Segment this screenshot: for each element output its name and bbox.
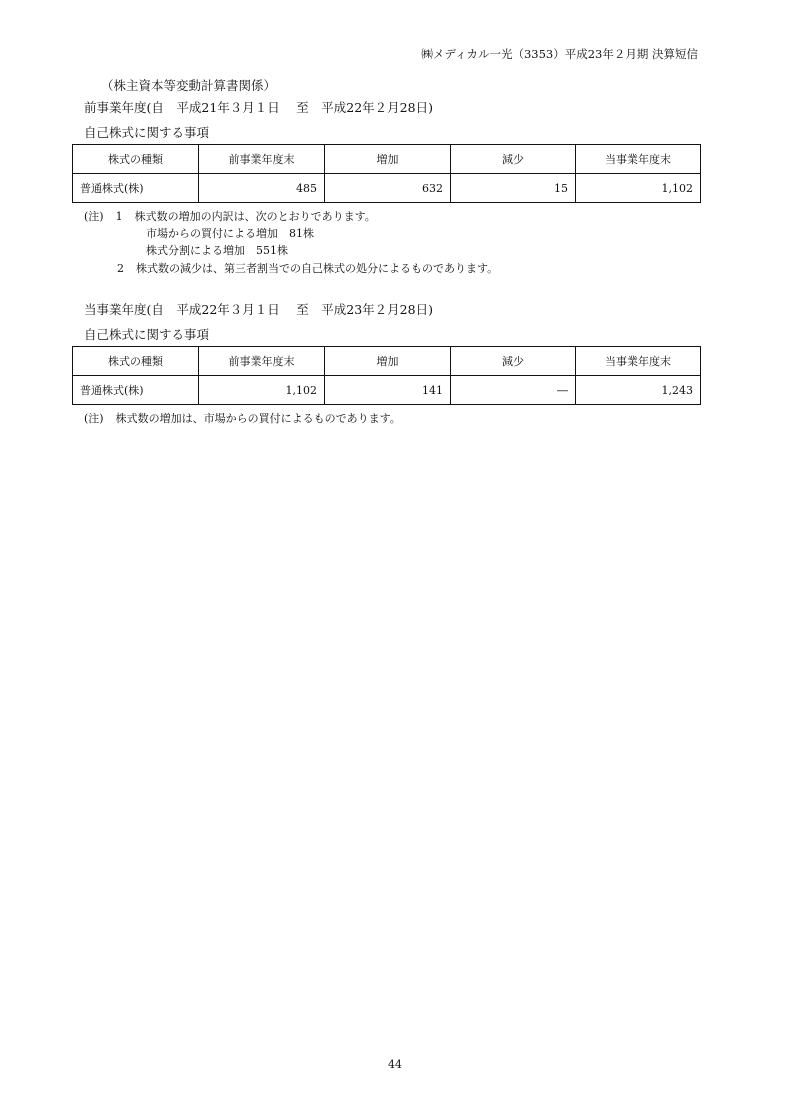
note-number: 1 bbox=[115, 210, 123, 223]
header-curr-year-end: 当事業年度末 bbox=[576, 347, 701, 376]
prev-note-1b: 株式分割による増加 551株 bbox=[146, 244, 288, 257]
header-share-type: 株式の種類 bbox=[73, 347, 199, 376]
document-header: ㈱メディカル一光（3353）平成23年２月期 決算短信 bbox=[421, 47, 698, 61]
curr-period-title: 当事業年度(自 平成22年３月１日 至 平成23年２月28日) bbox=[84, 302, 433, 317]
header-prev-year-end: 前事業年度末 bbox=[199, 347, 325, 376]
section-title: （株主資本等変動計算書関係） bbox=[101, 78, 277, 93]
header-increase: 増加 bbox=[325, 145, 451, 174]
curr-period-subtitle: 自己株式に関する事項 bbox=[84, 327, 210, 342]
note-text: 株式数の減少は、第三者割当での自己株式の処分によるものであります。 bbox=[136, 262, 499, 275]
note-text: 株式数の増加は、市場からの買付によるものであります。 bbox=[115, 412, 401, 425]
header-curr-year-end: 当事業年度末 bbox=[576, 145, 701, 174]
table-header-row bbox=[73, 145, 701, 174]
cell-curr-year-end: 1,243 bbox=[576, 376, 701, 405]
prev-period-title: 前事業年度(自 平成21年３月１日 至 平成22年２月28日) bbox=[84, 100, 433, 115]
header-increase: 増加 bbox=[325, 347, 451, 376]
page-number: 44 bbox=[388, 1058, 402, 1071]
cell-increase: 141 bbox=[325, 376, 451, 405]
header-prev-year-end: 前事業年度末 bbox=[199, 145, 325, 174]
cell-share-type: 普通株式(株) bbox=[73, 174, 199, 203]
cell-decrease: ― bbox=[451, 376, 576, 405]
cell-prev-year-end: 485 bbox=[199, 174, 325, 203]
header-decrease: 減少 bbox=[451, 347, 576, 376]
curr-note bbox=[84, 410, 401, 426]
table-row bbox=[73, 376, 701, 405]
prev-note-2 bbox=[117, 260, 498, 276]
table-header-row bbox=[73, 347, 701, 376]
cell-increase: 632 bbox=[325, 174, 451, 203]
cell-prev-year-end: 1,102 bbox=[199, 376, 325, 405]
note-label: (注) bbox=[84, 412, 104, 425]
header-share-type: 株式の種類 bbox=[73, 145, 199, 174]
prev-note-1a: 市場からの買付による増加 81株 bbox=[146, 227, 314, 240]
curr-period-table bbox=[72, 346, 701, 405]
cell-share-type: 普通株式(株) bbox=[73, 376, 199, 405]
cell-decrease: 15 bbox=[451, 174, 576, 203]
table-row bbox=[73, 174, 701, 203]
prev-period-table bbox=[72, 144, 701, 203]
prev-period-subtitle: 自己株式に関する事項 bbox=[84, 125, 210, 140]
note-text: 株式数の増加の内訳は、次のとおりであります。 bbox=[134, 210, 376, 223]
note-label: (注) bbox=[84, 210, 104, 223]
note-number: 2 bbox=[117, 262, 124, 275]
prev-note-1 bbox=[84, 208, 376, 224]
header-decrease: 減少 bbox=[451, 145, 576, 174]
cell-curr-year-end: 1,102 bbox=[576, 174, 701, 203]
